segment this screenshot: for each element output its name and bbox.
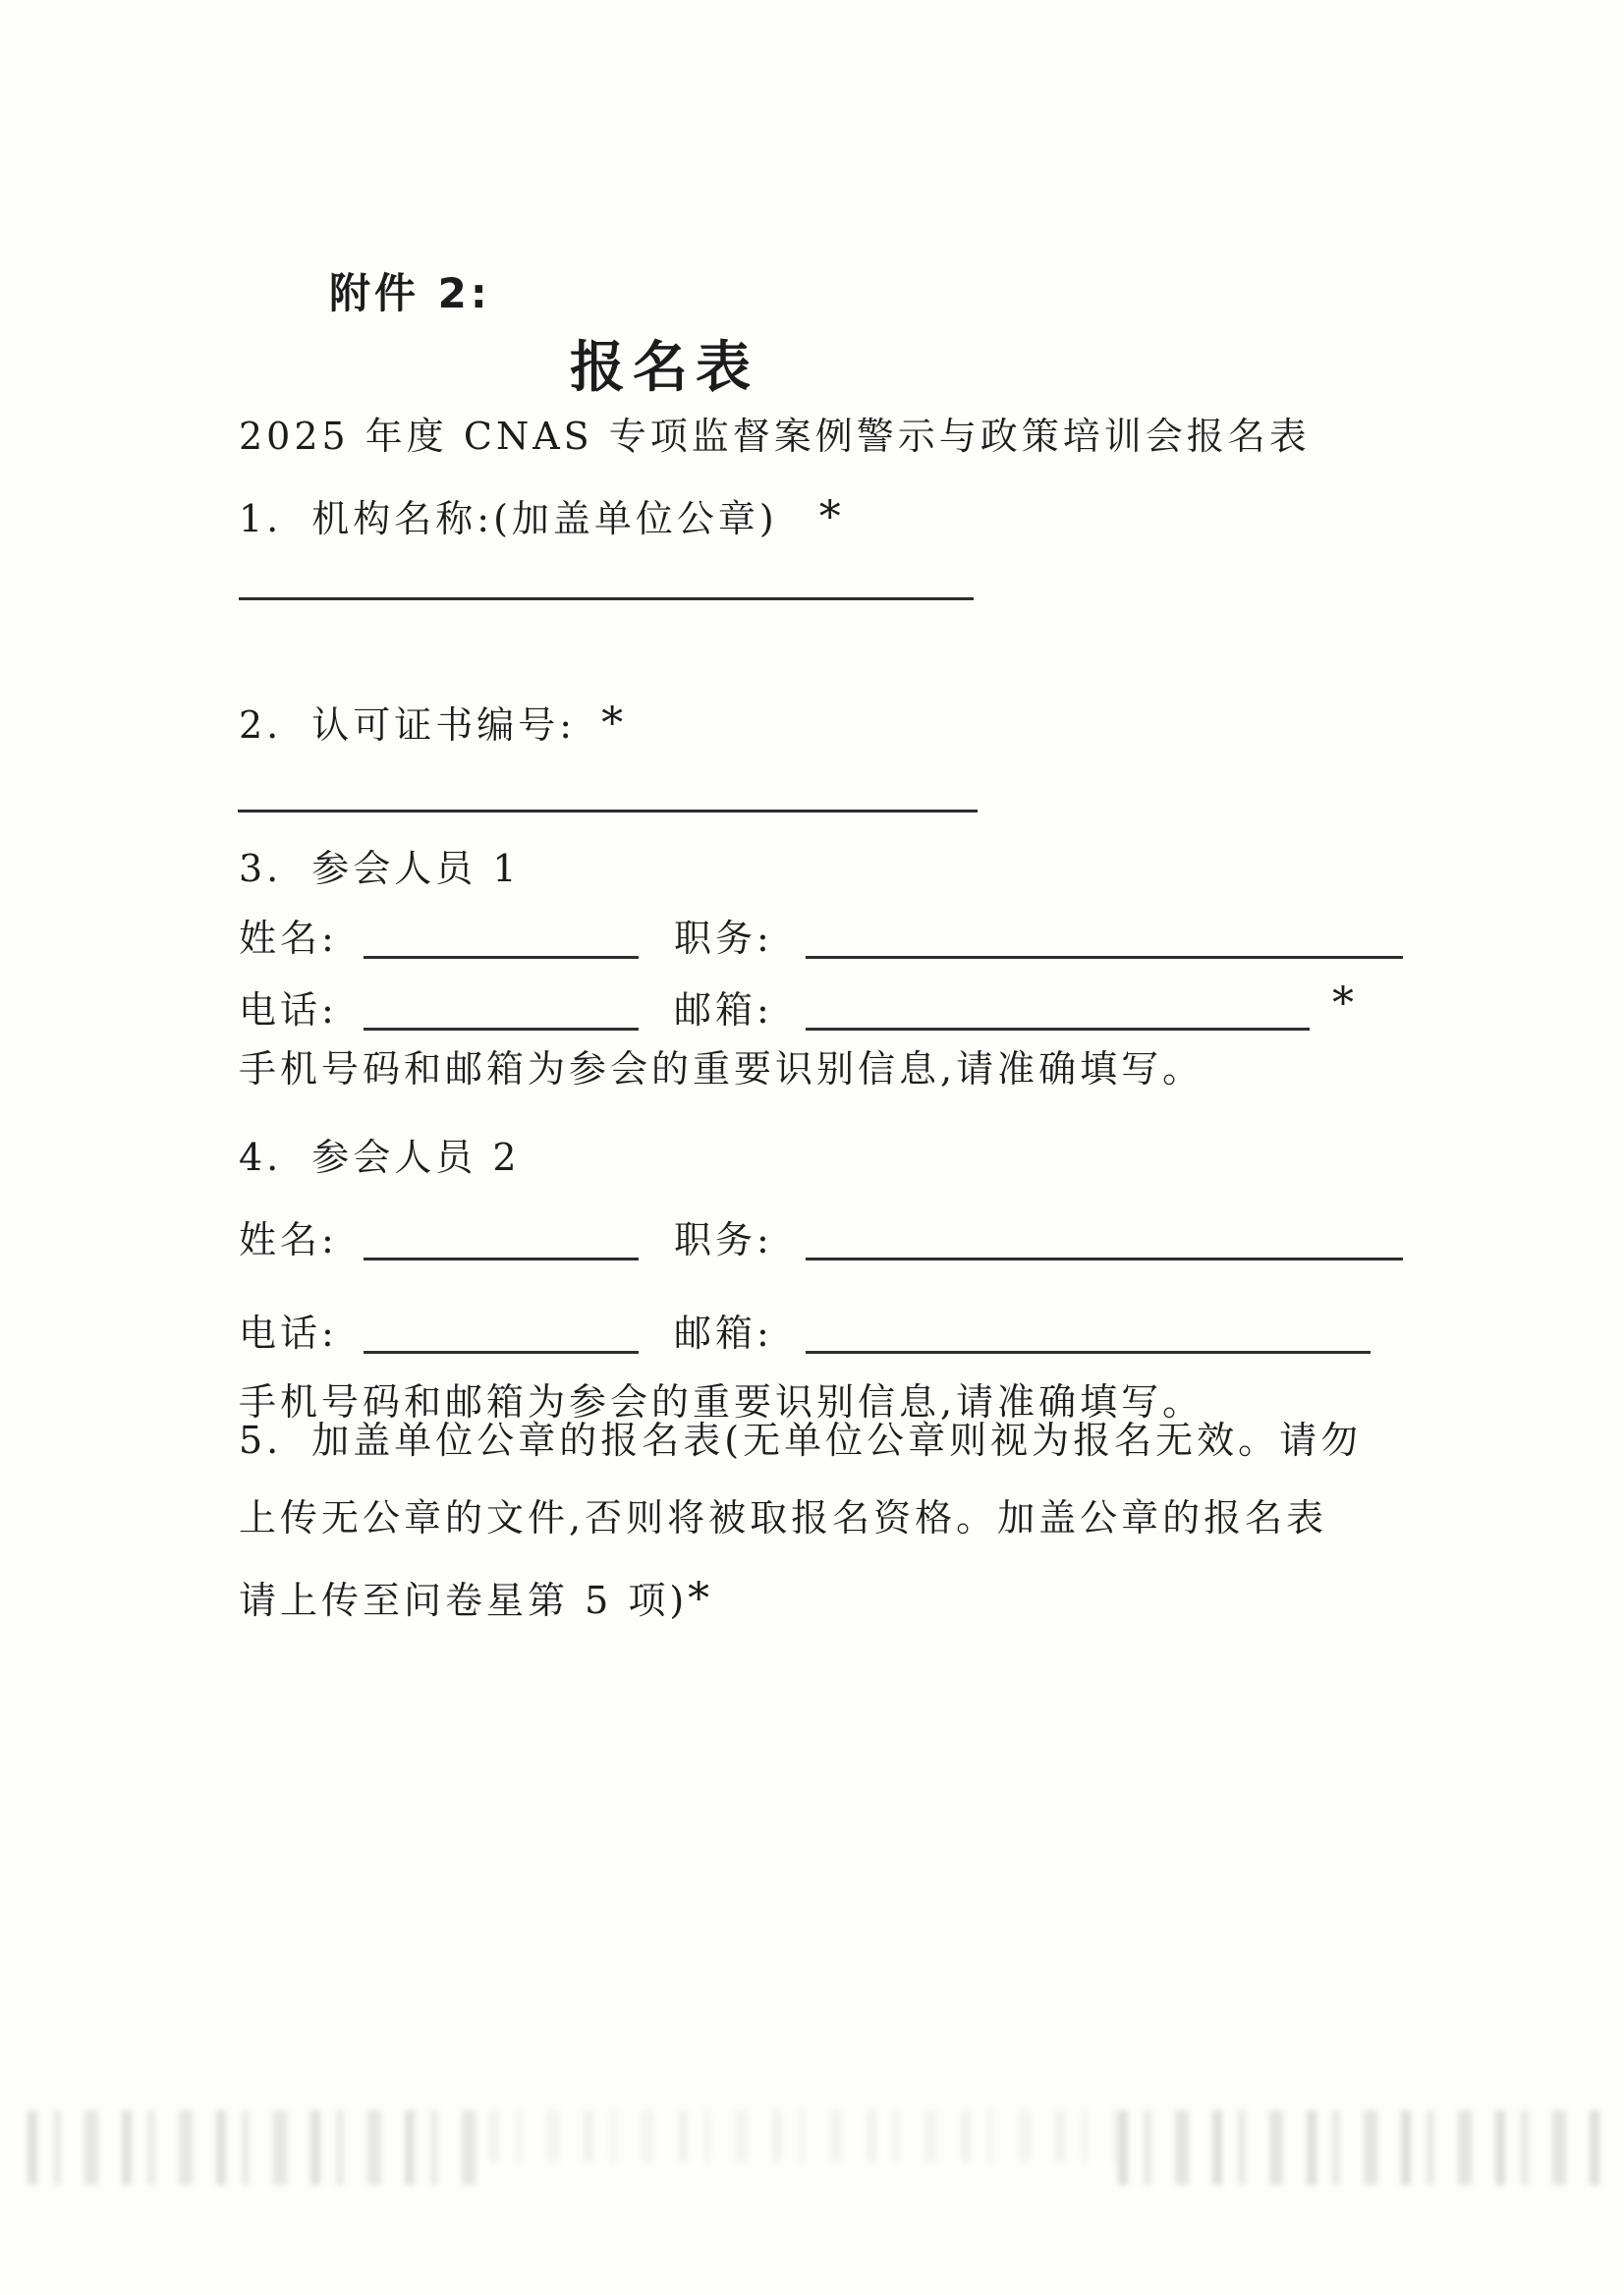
form-subtitle: 2025 年度 CNAS 专项监督案例警示与政策培训会报名表 [239,415,1311,458]
bleed-middle-cluster [489,2110,1118,2162]
bleed-left-cluster [28,2110,489,2185]
item-5-text-1: 加盖单位公章的报名表(无单位公章则视为报名无效。请勿 [311,1419,1363,1462]
attachment-label: 附件 2: [329,269,491,317]
participant-1-contact-row [0,979,1385,1047]
item-1-required-mark: * [818,492,841,542]
participant-2-note: 手机号码和邮箱为参会的重要识别信息,请准确填写。 [239,1380,1204,1424]
item-5-line-2: 上传无公章的文件,否则将被取报名资格。加盖公章的报名表 [239,1496,1328,1539]
email-required-mark: * [1332,979,1354,1029]
item-1-number: 1. [239,497,283,540]
item-5-line-1 [239,1419,1362,1464]
email-blank-line [806,1351,1371,1354]
participant-2-contact-row [0,1312,1385,1371]
item-4-label: 参会人员 2 [311,1136,521,1179]
item-5-line-3 [239,1574,709,1626]
item-1 [239,492,841,544]
duty-label: 职务: [674,917,773,960]
phone-label: 电话: [239,1312,338,1355]
phone-label: 电话: [239,988,338,1032]
name-blank-line [364,956,639,959]
participant-1-name-row [0,917,1385,976]
email-label: 邮箱: [674,1312,773,1355]
item-3-label: 参会人员 1 [311,847,521,890]
blank-line-certificate-number [238,810,978,812]
participant-2-name-row [0,1218,1385,1277]
participant-1-note: 手机号码和邮箱为参会的重要识别信息,请准确填写。 [239,1047,1204,1091]
form-title: 报名表 [570,336,758,400]
name-label: 姓名: [239,1218,338,1261]
item-1-label: 机构名称:(加盖单位公章) [311,497,778,540]
item-5-number: 5. [239,1419,283,1462]
item-2-required-mark: * [601,699,624,749]
email-blank-line [806,1028,1310,1031]
item-2-label: 认可证书编号: [311,703,577,747]
participant-1-heading [239,847,521,892]
participant-2-heading [239,1136,521,1181]
item-5-text-3: 请上传至问卷星第 5 项) [239,1579,689,1622]
item-4-number: 4. [239,1136,283,1179]
bleed-through-artifact [28,2110,1599,2185]
name-label: 姓名: [239,917,338,960]
phone-blank-line [364,1351,639,1354]
phone-blank-line [364,1028,639,1031]
item-2-number: 2. [239,703,283,747]
duty-blank-line [806,1258,1403,1260]
duty-blank-line [806,956,1403,959]
duty-label: 职务: [674,1218,773,1261]
item-3-number: 3. [239,847,283,890]
blank-line-institution-name [239,597,974,600]
item-2 [239,699,623,751]
bleed-right-cluster [1118,2110,1599,2185]
item-5-required-mark: * [688,1574,710,1624]
email-label: 邮箱: [674,988,773,1032]
name-blank-line [364,1258,639,1260]
